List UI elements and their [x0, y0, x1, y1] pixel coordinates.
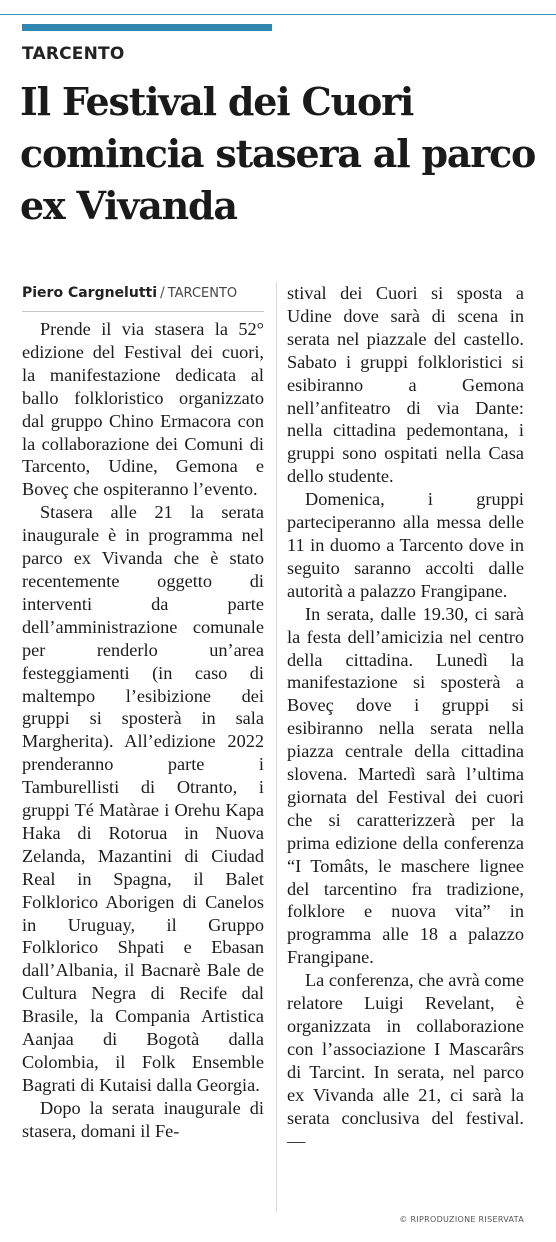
byline-author: Piero Cargnelutti [22, 285, 158, 301]
copyright-notice: © RIPRODUZIONE RISERVATA [399, 1215, 524, 1224]
byline-place: TARCENTO [167, 286, 238, 301]
article-column-right [287, 282, 524, 1152]
column-divider [276, 282, 277, 1212]
paragraph: Stasera alle 21 la serata inaugurale è in programma nel parco ex Vivanda che è stato recentemente oggetto di interventi da parte dell’amministrazione comunale per renderlo un’area festeggiamenti (in caso di maltempo l’esibizione dei gruppi si sposterà in sala Margherita). All’edizione 2022 prenderanno parte i Tamburellisti di Otranto, i gruppi Té Matàrae i Orehu Kapa Haka di Rotorua in Nuova Zelanda, Mazantini di Ciudad Real in Spagna, il Balet Folklorico Aborigen di Canelos in Uruguay, il Gruppo Folklorico Shpati e Ebasan dall’Albania, il Bacnarè Bale de Cultura Negra di Recife dal Brasile, la Compania Artistica Aanjaa di Bogotà dalla Colombia, il Folk Ensemble Bagrati di Kutaisi dalla Georgia. [22, 502, 264, 1095]
paragraph: Prende il via stasera la 52° edizione del Festival dei cuori, la manifestazione dedicata al ballo folkloristico organizzato dal gruppo Chino Ermacora con la collaborazione dei Comuni di Tarcento, Udine, Gemona e Boveç che ospiteranno l’evento. [22, 319, 264, 500]
paragraph: Dopo la serata inaugurale di stasera, domani il Fe- [22, 1097, 264, 1141]
paragraph: La conferenza, che avrà come relatore Luigi Revelant, è organizzata in collaborazione con l’associazione I Mascarârs di Tarcint. In serata, nel parco ex Vivanda alle 21, ci sarà la serata conclusiva del festival. — [287, 970, 524, 1151]
paragraph: Domenica, i gruppi parteciperanno alla messa delle 11 in duomo a Tarcento dove in seguito saranno accolti dalle autorità a palazzo Frangipane. [287, 489, 524, 601]
section-label: TARCENTO [22, 44, 125, 64]
top-rule [0, 14, 556, 15]
article-column-left [22, 282, 264, 1143]
byline-separator: / [160, 285, 165, 301]
section-accent-bar [22, 24, 272, 31]
article-headline: Il Festival dei Cuori comincia stasera al parco ex Vivanda [20, 79, 536, 228]
byline [22, 282, 264, 312]
paragraph-continued: stival dei Cuori si sposta a Udine dove sarà di scena in serata nel piazzale del castello. Sabato i gruppi folkloristici si esibiranno a Gemona nell’anfiteatro di via Dante: nella cittadina pedemontana, i gruppi sono ospitati nella Casa dello studente. [287, 283, 524, 487]
paragraph: In serata, dalle 19.30, ci sarà la festa dell’amicizia nel centro della cittadina. Lunedì la manifestazione si sposterà a Boveç dove i gruppi si esibiranno nella serata nella piazza centrale della cittadina slovena. Martedì sarà l’ultima giornata del Festival dei cuori che si caratterizzerà per la prima edizione della conferenza “I Tomâts, le maschere lignee del tarcentino fra tradizione, folklore e nuova vita” in programma alle 18 a palazzo Frangipane. [287, 603, 524, 968]
